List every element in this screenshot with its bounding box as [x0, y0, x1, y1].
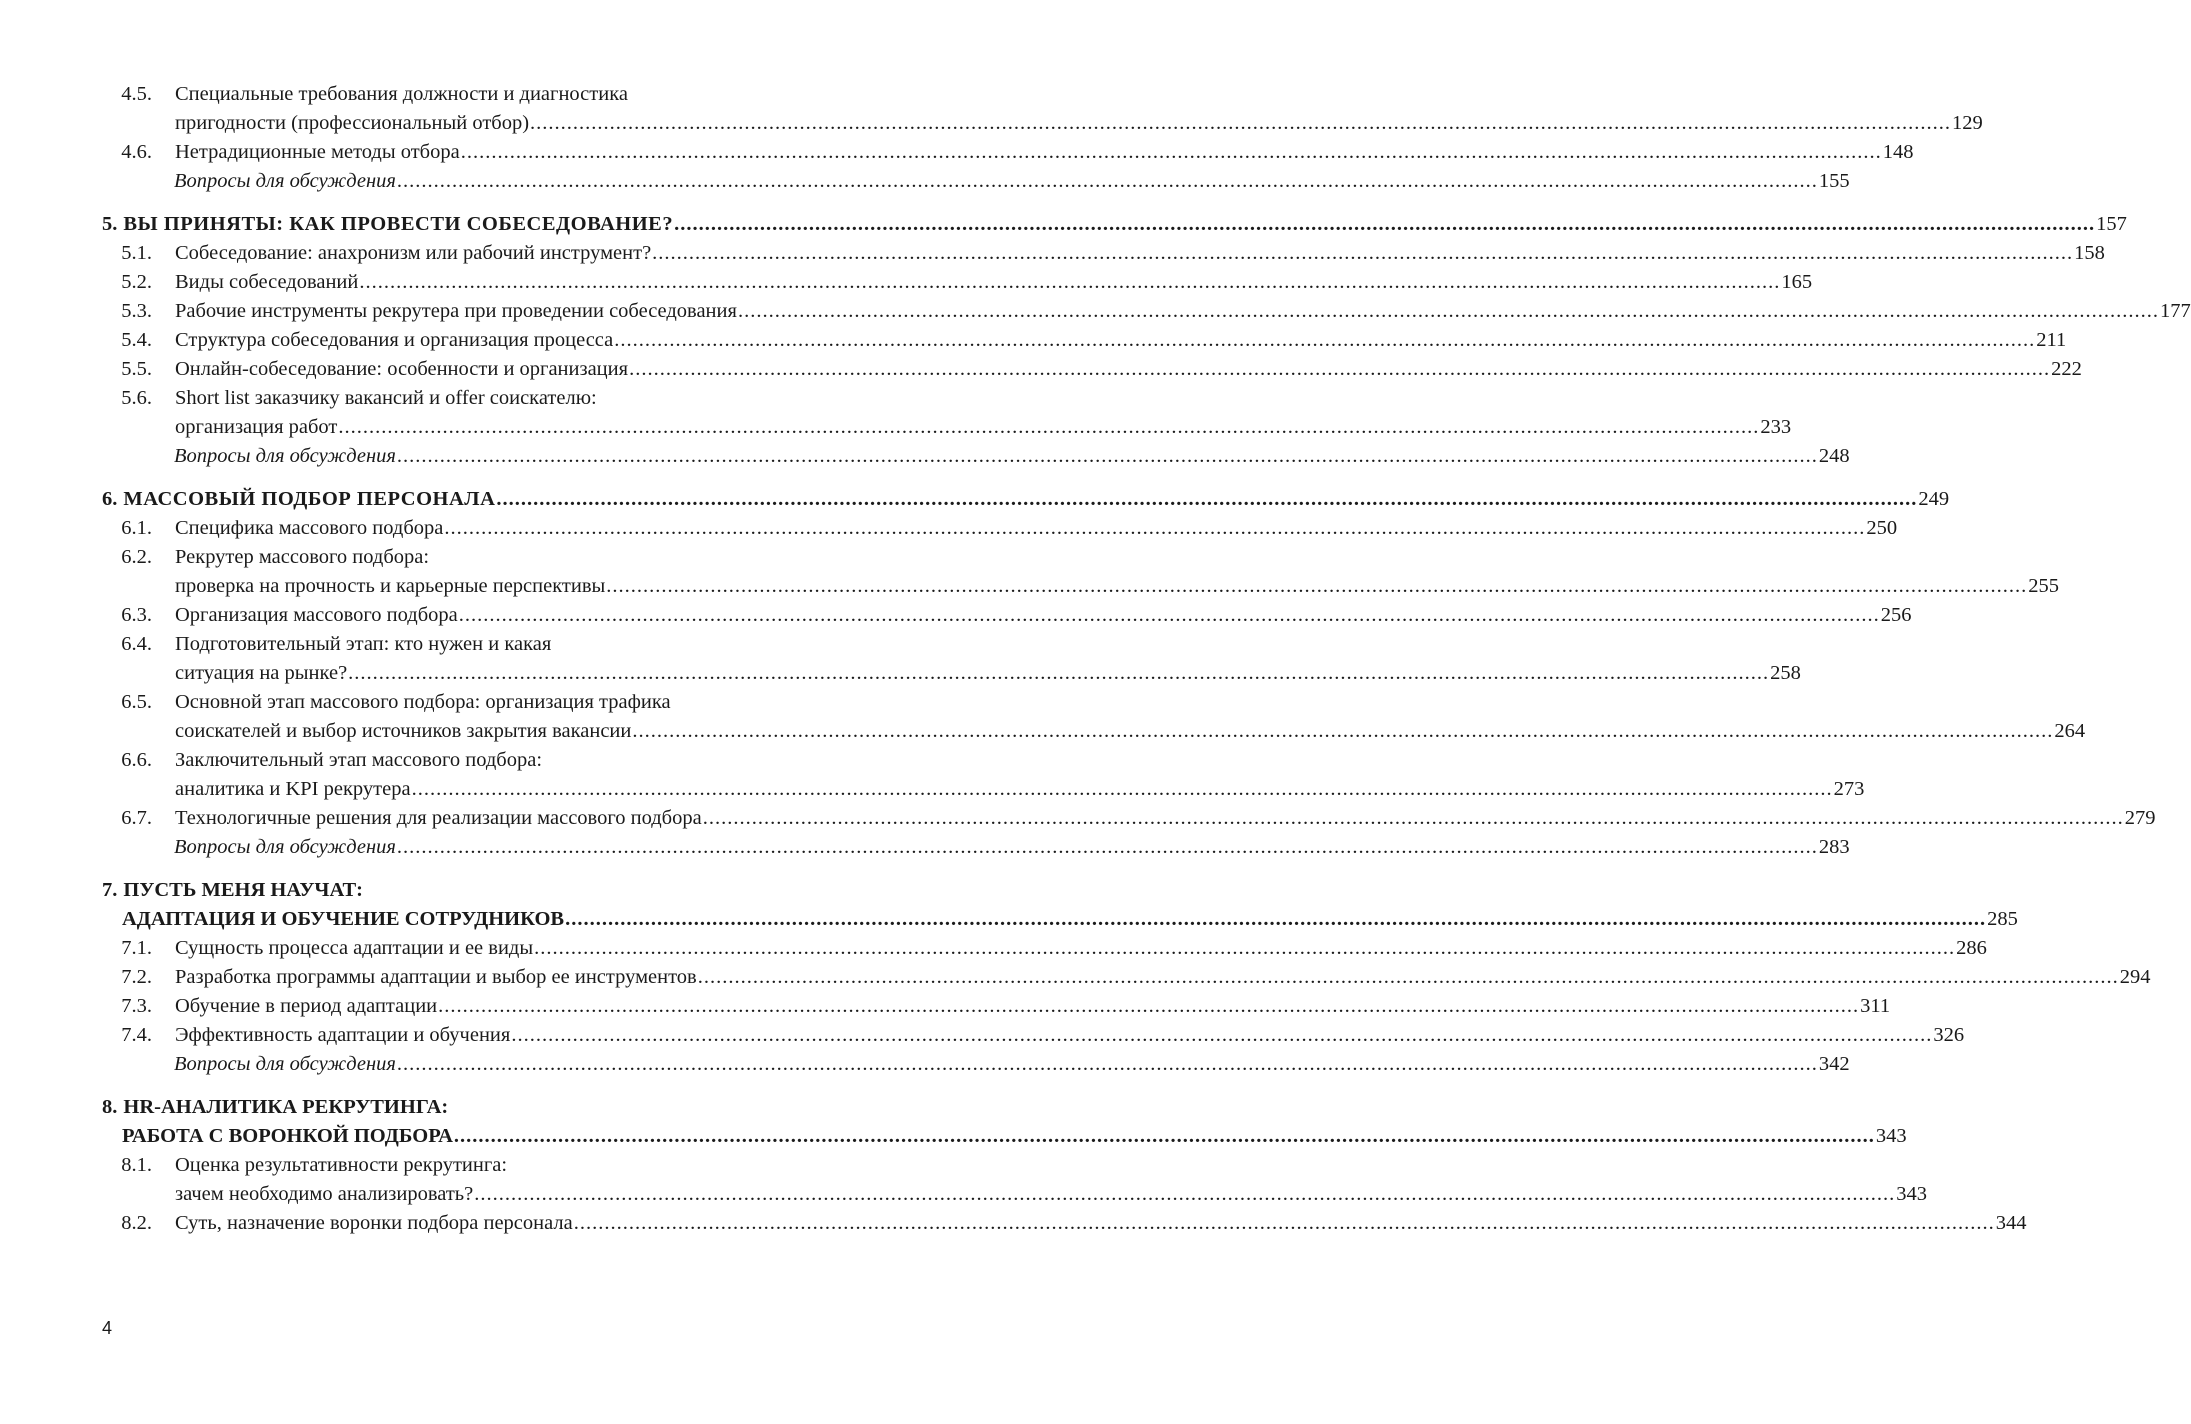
section-number: 7.2. [121, 966, 152, 988]
section-title [153, 297, 2191, 326]
section-line [175, 1180, 1927, 1209]
section-title [153, 963, 2150, 992]
section-text: Структура собеседования и организация процесса [175, 329, 614, 351]
dot-leader [674, 210, 2095, 239]
section-text: соискателей и выбор источников закрытия вакансии [175, 720, 632, 742]
section-text: Специальные требования должности и диагностика [175, 83, 628, 105]
page-ref: 233 [1760, 416, 1792, 438]
toc-entry [102, 268, 1813, 297]
toc-entry [102, 297, 2191, 326]
section-text: Обучение в период адаптации [175, 995, 438, 1017]
section-line [175, 1021, 1964, 1050]
chapter-title-line [123, 485, 1949, 514]
section-title [153, 138, 1913, 167]
dot-leader [574, 1209, 1995, 1238]
section-text: Подготовительный этап: кто нужен и какая [175, 633, 552, 655]
section-title [153, 1209, 2027, 1238]
page-ref: 285 [1987, 908, 2018, 930]
dot-leader [496, 485, 1917, 514]
page-ref: 158 [2074, 242, 2105, 264]
section-text: аналитика и KPI рекрутера [175, 778, 411, 800]
section-title [153, 1151, 1927, 1209]
section-number: 6.3. [121, 604, 152, 626]
section-number: 7.1. [121, 937, 152, 959]
section-number: 4.6. [121, 141, 152, 163]
page-ref: 343 [1896, 1183, 1927, 1205]
dot-leader [534, 934, 1955, 963]
page-ref: 342 [1818, 1053, 1850, 1075]
chapter-title-line [102, 1122, 1907, 1151]
chapter-heading [102, 485, 1950, 514]
chapter-title-text: МАССОВЫЙ ПОДБОР ПЕРСОНАЛА [123, 488, 496, 510]
toc-entry [102, 355, 2082, 384]
dot-leader [397, 167, 1818, 196]
section-text: Виды собеседований [175, 271, 359, 293]
page-ref: 255 [2028, 575, 2060, 597]
page-ref: 258 [1770, 662, 1801, 684]
dot-leader [461, 138, 1882, 167]
dot-leader [632, 717, 2053, 746]
toc-entry [102, 326, 2067, 355]
page-ref: 157 [2096, 213, 2127, 235]
toc-entry [102, 138, 1914, 167]
toc-entry [102, 934, 1987, 963]
dot-leader [348, 659, 1769, 688]
section-line [175, 1209, 2027, 1238]
section-title [153, 514, 1897, 543]
page-ref: 148 [1882, 141, 1914, 163]
page-ref: 250 [1866, 517, 1898, 539]
page-ref: 286 [1956, 937, 1987, 959]
page-ref: 283 [1818, 836, 1850, 858]
section-line [175, 963, 2150, 992]
chapter-title-text: АДАПТАЦИЯ И ОБУЧЕНИЕ СОТРУДНИКОВ [122, 908, 565, 930]
chapter-title-line [123, 210, 2126, 239]
page-ref: 294 [2119, 966, 2151, 988]
section-title [153, 326, 2066, 355]
questions-label: Вопросы для обсуждения [174, 170, 396, 192]
dot-leader [438, 992, 1859, 1021]
page-ref: 343 [1875, 1125, 1907, 1147]
section-number: 5.4. [121, 329, 152, 351]
table-of-contents [102, 80, 2191, 1238]
section-number: 6.6. [121, 749, 152, 771]
section-title [153, 80, 1983, 138]
questions-label: Вопросы для обсуждения [174, 836, 396, 858]
section-number: 5.5. [121, 358, 152, 380]
toc-entry [102, 992, 1891, 1021]
chapter-heading-block [102, 876, 2018, 934]
questions-line [174, 442, 1850, 471]
section-line [175, 138, 1913, 167]
section-text: Организация массового подбора [175, 604, 458, 626]
discussion-questions [102, 167, 1850, 196]
section-number: 6.2. [121, 546, 152, 568]
page-ref: 311 [1860, 995, 1891, 1017]
chapter-title-text: РАБОТА С ВОРОНКОЙ ПОДБОРА [122, 1125, 453, 1147]
section-title [153, 268, 1812, 297]
chapter-heading-block [102, 1093, 1907, 1151]
section-line [175, 355, 2082, 384]
page-ref: 264 [2054, 720, 2086, 742]
section-line [175, 775, 1864, 804]
section-text: Рабочие инструменты рекрутера при проведении собеседования [175, 300, 737, 322]
page-ref: 249 [1918, 488, 1950, 510]
section-text: Сущность процесса адаптации и ее виды [175, 937, 534, 959]
section-number: 5.6. [121, 387, 152, 409]
section-line [175, 514, 1897, 543]
section-line [175, 297, 2191, 326]
page-ref: 211 [2036, 329, 2067, 351]
chapter-number: 5. [102, 213, 118, 235]
questions-label: Вопросы для обсуждения [174, 445, 396, 467]
section-title [153, 688, 2085, 746]
section-line [175, 992, 1890, 1021]
section-text: Оценка результативности рекрутинга: [175, 1154, 508, 1176]
chapter-number: 8. [102, 1096, 118, 1118]
section-number: 7.3. [121, 995, 152, 1017]
section-title [153, 630, 1801, 688]
section-number: 6.1. [121, 517, 152, 539]
section-line [175, 601, 1911, 630]
section-line [175, 804, 2155, 833]
section-text: Специфика массового подбора [175, 517, 444, 539]
questions-title [102, 442, 1850, 471]
section-line [175, 1151, 1927, 1180]
dot-leader [738, 297, 2159, 326]
chapter-number: 6. [102, 488, 118, 510]
section-number: 5.1. [121, 242, 152, 264]
questions-title [102, 833, 1850, 862]
dot-leader [474, 1180, 1895, 1209]
page-ref: 165 [1781, 271, 1813, 293]
section-number: 6.5. [121, 691, 152, 713]
toc-entry [102, 514, 1898, 543]
section-line [175, 384, 1791, 413]
section-number: 6.4. [121, 633, 152, 655]
page-number: 4 [102, 1318, 113, 1338]
dot-leader [606, 572, 2027, 601]
chapter-title-line [102, 1093, 900, 1122]
section-text: Основной этап массового подбора: организация трафика [175, 691, 671, 713]
section-text: Онлайн-собеседование: особенности и организация [175, 358, 629, 380]
section-line [175, 688, 2085, 717]
questions-title [102, 167, 1850, 196]
toc-entry [102, 601, 1912, 630]
toc-entry [102, 630, 1801, 688]
section-text: ситуация на рынке? [175, 662, 348, 684]
toc-entry [102, 80, 1983, 138]
page-ref: 248 [1818, 445, 1850, 467]
section-line [175, 109, 1983, 138]
discussion-questions [102, 1050, 1850, 1079]
dot-leader [703, 804, 2124, 833]
dot-leader [397, 1050, 1818, 1079]
dot-leader [565, 905, 1986, 934]
section-number: 4.5. [121, 83, 152, 105]
dot-leader [652, 239, 2073, 268]
questions-line [174, 833, 1850, 862]
section-text: Short list заказчику вакансий и offer соискателю: [175, 387, 597, 409]
discussion-questions [102, 833, 1850, 862]
section-line [175, 239, 2105, 268]
dot-leader [530, 109, 1951, 138]
toc-entry [102, 543, 2060, 601]
page-ref: 273 [1833, 778, 1865, 800]
chapter-number: 7. [102, 879, 118, 901]
section-text: организация работ [175, 416, 338, 438]
dot-leader [397, 833, 1818, 862]
chapter-title-text: HR-АНАЛИТИКА РЕКРУТИНГА: [123, 1096, 449, 1118]
section-title [153, 746, 1864, 804]
section-text: пригодности (профессиональный отбор) [175, 112, 530, 134]
section-title [153, 934, 1987, 963]
section-line [175, 326, 2066, 355]
section-title [153, 804, 2155, 833]
chapter-title-text: ПУСТЬ МЕНЯ НАУЧАТ: [123, 879, 363, 901]
page-ref: 222 [2051, 358, 2082, 380]
dot-leader [614, 326, 2035, 355]
section-number: 5.3. [121, 300, 152, 322]
section-number: 8.1. [121, 1154, 152, 1176]
section-number: 6.7. [121, 807, 152, 829]
dot-leader [629, 355, 2050, 384]
page-ref: 155 [1818, 170, 1850, 192]
section-line [175, 659, 1801, 688]
toc-entry [102, 384, 1792, 442]
section-number: 8.2. [121, 1212, 152, 1234]
section-title [153, 355, 2082, 384]
toc-entry [102, 239, 2105, 268]
questions-title [102, 1050, 1850, 1079]
section-line [175, 80, 1983, 109]
section-line [175, 746, 1864, 775]
questions-line [174, 1050, 1850, 1079]
section-title [153, 543, 2059, 601]
chapter-title-line [102, 876, 900, 905]
section-line [175, 268, 1812, 297]
section-line [175, 934, 1987, 963]
questions-line [174, 167, 1850, 196]
section-line [175, 413, 1791, 442]
page-ref: 256 [1880, 604, 1912, 626]
toc-entry [102, 1151, 1927, 1209]
dot-leader [338, 413, 1759, 442]
section-text: Рекрутер массового подбора: [175, 546, 430, 568]
dot-leader [359, 268, 1780, 297]
toc-entry [102, 688, 2086, 746]
section-line [175, 717, 2085, 746]
section-number: 7.4. [121, 1024, 152, 1046]
chapter-title-text: ВЫ ПРИНЯТЫ: КАК ПРОВЕСТИ СОБЕСЕДОВАНИЕ? [123, 213, 674, 235]
toc-entry [102, 963, 2151, 992]
section-text: Собеседование: анахронизм или рабочий инструмент? [175, 242, 652, 264]
chapter-title [123, 210, 2126, 239]
section-line [175, 630, 1801, 659]
toc-entry [102, 1021, 1965, 1050]
section-title [153, 384, 1791, 442]
section-text: Технологичные решения для реализации массового подбора [175, 807, 702, 829]
discussion-questions [102, 442, 1850, 471]
toc-entry [102, 1209, 2027, 1238]
section-text: Заключительный этап массового подбора: [175, 749, 543, 771]
section-title [153, 601, 1911, 630]
section-text: проверка на прочность и карьерные перспективы [175, 575, 606, 597]
dot-leader [444, 514, 1865, 543]
section-line [175, 543, 2059, 572]
section-title [153, 239, 2105, 268]
page-ref: 177 [2159, 300, 2191, 322]
dot-leader [511, 1021, 1932, 1050]
page-ref: 129 [1952, 112, 1983, 134]
chapter-heading [102, 210, 2127, 239]
toc-entry [102, 746, 1865, 804]
page-ref: 326 [1933, 1024, 1965, 1046]
page-ref: 279 [2124, 807, 2156, 829]
section-text: Нетрадиционные методы отбора [175, 141, 460, 163]
chapter-title [123, 485, 1949, 514]
chapter-title-line [102, 905, 2018, 934]
section-title [153, 1021, 1964, 1050]
dot-leader [459, 601, 1880, 630]
questions-label: Вопросы для обсуждения [174, 1053, 396, 1075]
page-ref: 344 [1995, 1212, 2027, 1234]
section-number: 5.2. [121, 271, 152, 293]
section-text: зачем необходимо анализировать? [175, 1183, 474, 1205]
section-title [153, 992, 1890, 1021]
section-text: Разработка программы адаптации и выбор ее инструментов [175, 966, 697, 988]
toc-entry [102, 804, 2156, 833]
section-text: Суть, назначение воронки подбора персонала [175, 1212, 573, 1234]
dot-leader [397, 442, 1818, 471]
dot-leader [454, 1122, 1875, 1151]
section-line [175, 572, 2059, 601]
dot-leader [698, 963, 2119, 992]
section-text: Эффективность адаптации и обучения [175, 1024, 511, 1046]
dot-leader [412, 775, 1833, 804]
